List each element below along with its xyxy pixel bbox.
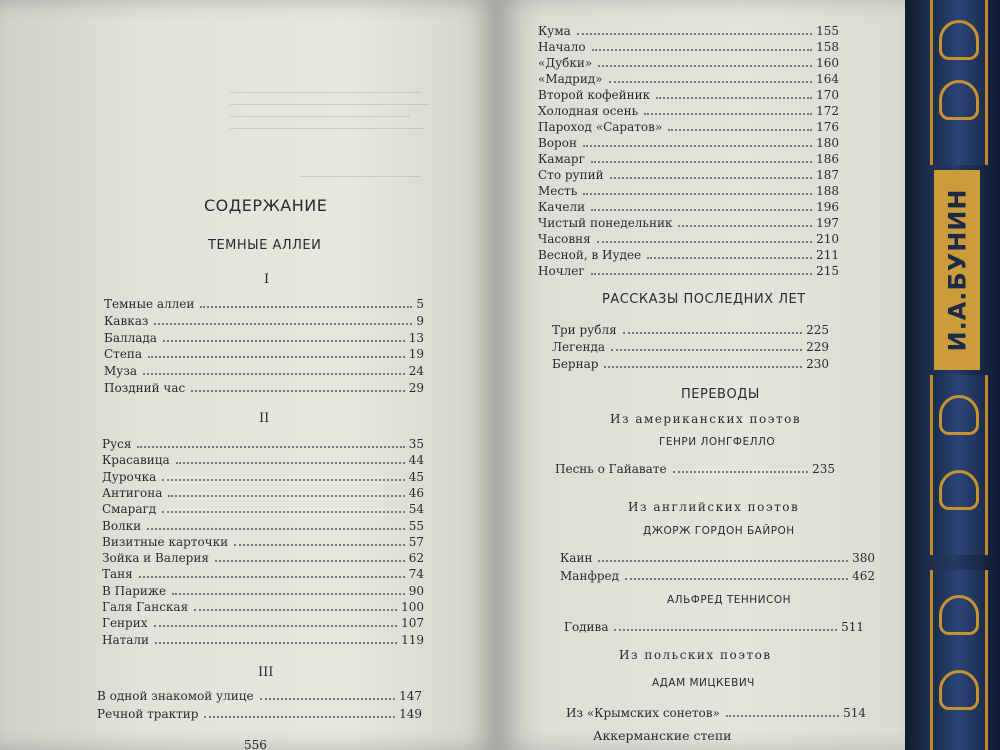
- entry-title: Часовня: [538, 232, 591, 246]
- show-through-text: [300, 176, 420, 177]
- toc-entry: [104, 364, 424, 378]
- leader-dots: [597, 241, 812, 243]
- leader-dots: [260, 698, 396, 700]
- page-number: 556: [244, 738, 267, 750]
- entry-title: Легенда: [552, 340, 606, 354]
- leader-dots: [163, 340, 405, 342]
- entry-title: Визитные карточки: [102, 534, 229, 549]
- show-through-text: [230, 104, 430, 105]
- entry-page-number: 147: [399, 689, 422, 703]
- entry-page-number: 197: [816, 216, 839, 230]
- leader-dots: [200, 306, 412, 308]
- author-name: ГЕНРИ ЛОНГФЕЛЛО: [659, 436, 776, 448]
- leader-dots: [162, 479, 404, 481]
- part-numeral: I: [264, 272, 270, 287]
- leader-dots: [137, 446, 404, 448]
- entry-title: Бернар: [552, 357, 599, 371]
- entry-page-number: 225: [806, 323, 829, 337]
- toc-entry: [538, 248, 839, 262]
- toc-entry: [538, 184, 839, 198]
- entry-page-number: 5: [416, 297, 424, 311]
- entry-page-number: 24: [408, 364, 424, 379]
- toc-entry: [102, 535, 424, 549]
- leader-dots: [591, 161, 812, 163]
- leader-dots: [673, 471, 809, 473]
- leader-dots: [147, 528, 405, 530]
- toc-entry: [552, 357, 829, 371]
- leader-dots: [644, 113, 812, 115]
- toc-entry: [538, 232, 839, 246]
- section-title: РАССКАЗЫ ПОСЛЕДНИХ ЛЕТ: [602, 292, 806, 307]
- toc-entry: [102, 437, 424, 451]
- toc-entry: [538, 168, 839, 182]
- author-name: АДАМ МИЦКЕВИЧ: [652, 677, 755, 689]
- entry-title: Месть: [538, 184, 578, 198]
- leader-dots: [625, 578, 848, 580]
- toc-entry: [538, 40, 839, 54]
- entry-page-number: 172: [816, 104, 839, 118]
- entry-title: В Париже: [102, 583, 167, 598]
- leader-dots: [148, 356, 405, 358]
- leader-dots: [583, 193, 812, 195]
- toc-entry: [102, 453, 424, 467]
- entry-title: Манфред: [560, 569, 620, 583]
- entry-title: Красавица: [102, 453, 170, 468]
- entry-title: Дурочка: [102, 469, 157, 484]
- toc-entry: [538, 56, 839, 70]
- entry-title: Натали: [102, 632, 150, 647]
- entry-page-number: 13: [408, 330, 424, 345]
- leader-dots: [614, 629, 837, 631]
- leader-dots: [583, 145, 812, 147]
- entry-page-number: 511: [841, 620, 864, 634]
- entry-page-number: 215: [816, 264, 839, 278]
- leader-dots: [191, 390, 404, 392]
- leader-dots: [143, 373, 405, 375]
- entry-page-number: 188: [816, 184, 839, 198]
- author-name: АЛЬФРЕД ТЕННИСОН: [667, 594, 792, 606]
- subsection-heading: Из польских поэтов: [619, 648, 772, 662]
- subsection-heading: Из американских поэтов: [610, 412, 802, 426]
- entry-page-number: 55: [408, 518, 424, 533]
- entry-page-number: 35: [408, 437, 424, 451]
- entry-title: Три рубля: [552, 323, 617, 337]
- toc-entry: [97, 689, 422, 703]
- leader-dots: [609, 81, 813, 83]
- entry-title: «Дубки»: [538, 56, 593, 70]
- entry-title: В одной знакомой улице: [97, 689, 254, 703]
- entry-page-number: 170: [816, 88, 839, 102]
- entry-title: Пароход «Саратов»: [538, 120, 663, 134]
- entry-page-number: 158: [816, 40, 839, 54]
- toc-entry: [102, 486, 424, 500]
- show-through-text: [230, 116, 410, 117]
- entry-title: Холодная осень: [538, 104, 639, 118]
- toc-entry: [560, 569, 875, 583]
- entry-page-number: 46: [408, 485, 424, 500]
- toc-entry: [97, 707, 422, 721]
- page-title: СОДЕРЖАНИЕ: [204, 196, 328, 215]
- entry-page-number: 210: [816, 232, 839, 246]
- leader-dots: [139, 576, 405, 578]
- entry-page-number: 229: [806, 340, 829, 354]
- entry-title: Таня: [102, 567, 133, 582]
- leader-dots: [194, 609, 397, 611]
- leader-dots: [647, 257, 812, 259]
- leader-dots: [154, 323, 412, 325]
- section-title: ТЕМНЫЕ АЛЛЕИ: [208, 238, 322, 253]
- entry-page-number: 230: [806, 357, 829, 371]
- entry-page-number: 54: [408, 502, 424, 517]
- entry-title: Годива: [564, 620, 609, 634]
- leader-dots: [215, 560, 405, 562]
- entry-page-number: 235: [812, 462, 835, 476]
- entry-title: Темные аллеи: [104, 297, 195, 311]
- leader-dots: [155, 642, 397, 644]
- leader-dots: [611, 349, 802, 351]
- entry-title: Антигона: [102, 485, 163, 500]
- toc-entry: [566, 706, 866, 720]
- toc-entry: [104, 314, 424, 328]
- entry-page-number: 100: [401, 600, 424, 614]
- cover-ornament-band-mid: [930, 375, 988, 555]
- entry-title: Генрих: [102, 616, 148, 631]
- ornament-icon: [939, 670, 979, 710]
- toc-entry: [538, 200, 839, 214]
- toc-entry: [104, 347, 424, 361]
- leader-dots: [598, 65, 812, 67]
- entry-title: Волки: [102, 518, 142, 533]
- leader-dots: [154, 625, 398, 627]
- entry-page-number: 90: [408, 583, 424, 598]
- entry-title: Второй кофейник: [538, 88, 651, 102]
- leader-dots: [656, 97, 812, 99]
- toc-entry: [102, 470, 424, 484]
- leader-dots: [668, 129, 812, 131]
- subsection-heading: Из английских поэтов: [628, 500, 800, 514]
- leader-dots: [623, 332, 802, 334]
- entry-page-number: 44: [408, 453, 424, 468]
- entry-title: Ночлег: [538, 264, 585, 278]
- show-through-text: [230, 92, 420, 93]
- leader-dots: [168, 495, 404, 497]
- ornament-icon: [939, 395, 979, 435]
- toc-entry: [552, 323, 829, 337]
- section-title: ПЕРЕВОДЫ: [681, 387, 760, 402]
- toc-subentry: Аккерманские степи: [593, 728, 732, 743]
- leader-dots: [678, 225, 812, 227]
- entry-page-number: 176: [816, 120, 839, 134]
- entry-title: Степа: [104, 347, 143, 362]
- entry-page-number: 211: [816, 248, 839, 262]
- entry-page-number: 57: [408, 534, 424, 549]
- author-name: ДЖОРЖ ГОРДОН БАЙРОН: [643, 525, 795, 537]
- toc-entry: [552, 340, 829, 354]
- entry-title: Поздний час: [104, 381, 186, 395]
- cover-ornament-band-top: [930, 0, 988, 165]
- toc-entry: [538, 216, 839, 230]
- leader-dots: [204, 716, 395, 718]
- entry-title: Речной трактир: [97, 707, 199, 721]
- entry-title: Галя Ганская: [102, 600, 189, 614]
- entry-title: Муза: [104, 364, 138, 379]
- toc-entry: [538, 136, 839, 150]
- entry-page-number: 149: [399, 707, 422, 721]
- cover-ornament-band-bottom: [930, 570, 988, 750]
- entry-title: Баллада: [104, 330, 157, 345]
- entry-page-number: 186: [816, 152, 839, 166]
- toc-entry: [538, 264, 839, 278]
- entry-page-number: 9: [416, 313, 424, 328]
- toc-entry: [102, 633, 424, 647]
- toc-entry: [555, 462, 835, 476]
- leader-dots: [598, 560, 848, 562]
- part-numeral: II: [259, 411, 270, 426]
- toc-entry: [104, 297, 424, 311]
- entry-title: Каин: [560, 551, 593, 565]
- entry-title: Качели: [538, 200, 586, 214]
- leader-dots: [610, 177, 812, 179]
- leader-dots: [162, 511, 405, 513]
- entry-page-number: 19: [408, 347, 424, 362]
- toc-entry: [102, 502, 424, 516]
- leader-dots: [176, 462, 405, 464]
- entry-title: Руся: [102, 437, 132, 451]
- entry-title: Сто рупий: [538, 168, 604, 182]
- entry-page-number: 62: [408, 551, 424, 566]
- ornament-icon: [939, 20, 979, 60]
- entry-page-number: 462: [852, 569, 875, 583]
- entry-page-number: 119: [401, 632, 424, 647]
- left-page: [0, 0, 497, 750]
- ornament-icon: [939, 470, 979, 510]
- entry-page-number: 160: [816, 56, 839, 70]
- leader-dots: [591, 209, 812, 211]
- leader-dots: [172, 593, 405, 595]
- entry-title: Чистый понедельник: [538, 216, 673, 230]
- spine-author: И.А.БУНИН: [943, 188, 972, 352]
- entry-title: Камарг: [538, 152, 585, 166]
- entry-page-number: 514: [843, 706, 866, 720]
- toc-entry: [564, 620, 864, 634]
- entry-page-number: 155: [816, 24, 839, 38]
- toc-entry: [102, 567, 424, 581]
- toc-entry: [560, 551, 875, 565]
- toc-entry: [102, 519, 424, 533]
- toc-entry: [102, 600, 424, 614]
- entry-title: «Мадрид»: [538, 72, 603, 86]
- entry-title: Песнь о Гайавате: [555, 462, 667, 476]
- toc-entry: [102, 551, 424, 565]
- entry-title: Кавказ: [104, 313, 149, 328]
- entry-page-number: 164: [816, 72, 839, 86]
- entry-page-number: 187: [816, 168, 839, 182]
- leader-dots: [577, 33, 812, 35]
- entry-title: Смарагд: [102, 502, 157, 517]
- leader-dots: [604, 366, 802, 368]
- entry-title: Начало: [538, 40, 586, 54]
- toc-entry: [538, 88, 839, 102]
- entry-page-number: 45: [408, 469, 424, 484]
- leader-dots: [234, 544, 405, 546]
- toc-entry: [538, 104, 839, 118]
- entry-page-number: 380: [852, 551, 875, 565]
- toc-entry: [538, 24, 839, 38]
- entry-page-number: 180: [816, 136, 839, 150]
- entry-title: Кума: [538, 24, 571, 38]
- entry-page-number: 196: [816, 200, 839, 214]
- leader-dots: [726, 715, 839, 717]
- toc-entry: [102, 616, 424, 630]
- entry-title: Весной, в Иудее: [538, 248, 642, 262]
- entry-title: Ворон: [538, 136, 577, 150]
- toc-entry: [104, 331, 424, 345]
- ornament-icon: [939, 595, 979, 635]
- ornament-icon: [939, 80, 979, 120]
- entry-title: Зойка и Валерия: [102, 551, 209, 566]
- part-numeral: III: [258, 665, 274, 680]
- right-page: [497, 0, 905, 750]
- toc-entry: [538, 120, 839, 134]
- toc-entry: [104, 381, 424, 395]
- spine-title-label: [934, 170, 980, 370]
- leader-dots: [592, 49, 813, 51]
- show-through-text: [230, 128, 425, 129]
- entry-title: Из «Крымских сонетов»: [566, 706, 720, 720]
- toc-entry: [102, 584, 424, 598]
- entry-page-number: 107: [401, 616, 424, 631]
- entry-page-number: 74: [408, 567, 424, 582]
- leader-dots: [591, 273, 812, 275]
- toc-entry: [538, 72, 839, 86]
- entry-page-number: 29: [408, 381, 424, 395]
- toc-entry: [538, 152, 839, 166]
